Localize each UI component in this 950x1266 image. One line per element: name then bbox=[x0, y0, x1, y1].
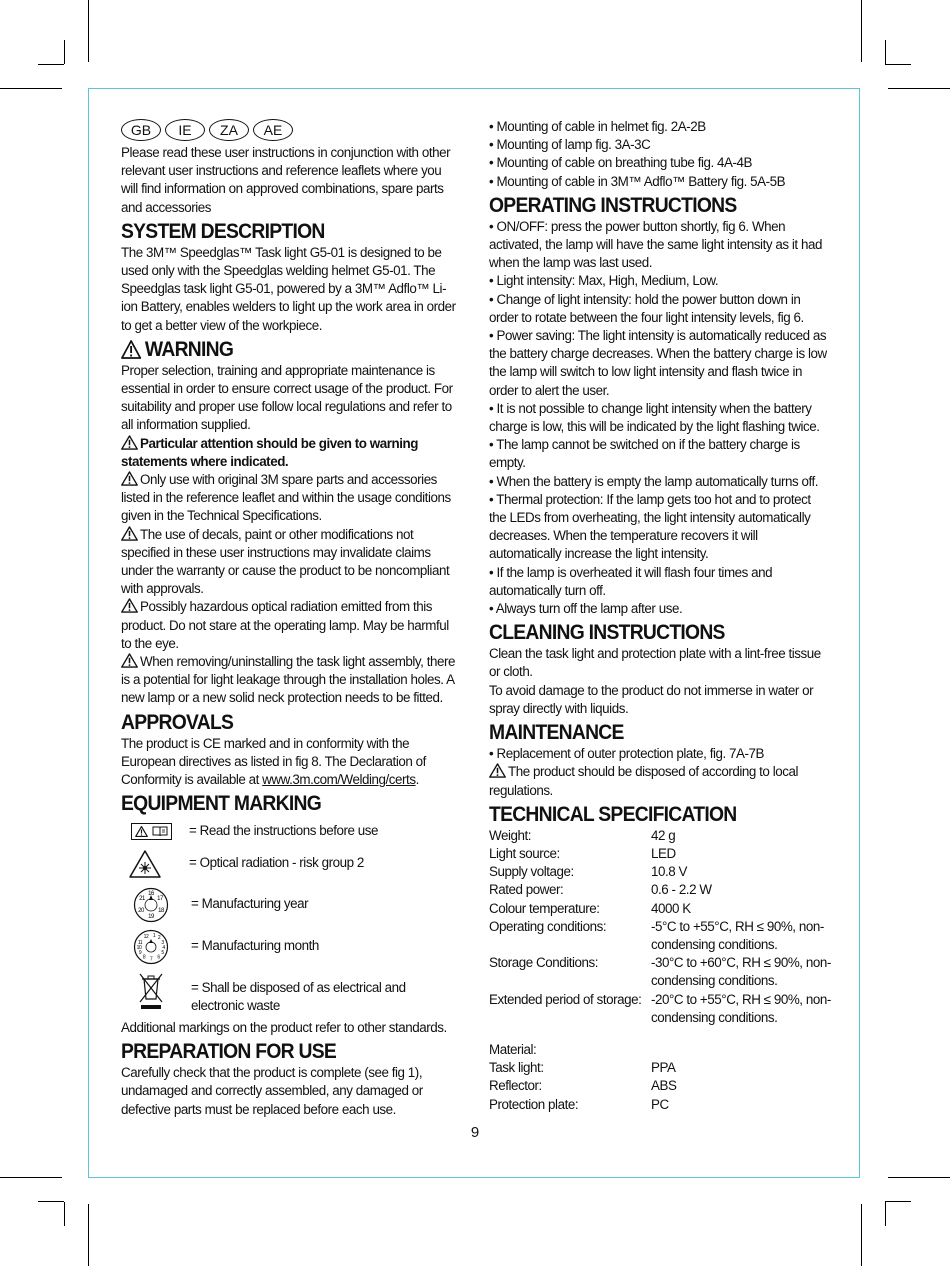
spec-value: LED bbox=[651, 845, 676, 861]
crop-mark bbox=[888, 88, 950, 89]
crop-mark bbox=[861, 0, 862, 62]
spec-key: Colour temperature: bbox=[489, 900, 600, 916]
country-badges bbox=[121, 118, 457, 142]
operating-item: • When the battery is empty the lamp automatically turns off. bbox=[489, 473, 819, 489]
month-dial-number: 3 bbox=[161, 939, 164, 946]
crop-mark bbox=[0, 88, 62, 89]
warning-triangle-icon bbox=[121, 598, 138, 613]
year-dial-number: 16 bbox=[148, 890, 154, 897]
mounting-item: • Mounting of cable in helmet fig. 2A-2B bbox=[489, 119, 706, 134]
operating-item: • It is not possible to change light intensity when the battery charge is low, this will be indicated by the light flashing twice. bbox=[489, 400, 820, 435]
spec-value: 10.8 V bbox=[651, 864, 688, 880]
operating-item: • The lamp cannot be switched on if the battery charge is empty. bbox=[489, 437, 800, 471]
operating-item: • Change of light intensity: hold the power button down in order to rotate between the four light intensity levels, fig 6. bbox=[489, 291, 804, 325]
left-column bbox=[121, 118, 457, 1119]
maintenance-item: • Replacement of outer protection plate, fig. 7A-7B bbox=[489, 746, 765, 762]
material-value: PC bbox=[651, 1096, 669, 1112]
approvals-text-after: . bbox=[415, 772, 419, 788]
warning-triangle-icon bbox=[121, 340, 141, 359]
year-dial-number: 17 bbox=[157, 895, 163, 902]
warning-item bbox=[121, 598, 457, 653]
warning-item-text: Only use with original 3M spare parts and accessories listed in the reference leaflet and within the usage conditions given in the Technical Specifications. bbox=[121, 472, 451, 524]
year-dial-number: 19 bbox=[148, 913, 154, 920]
spec-value: 0.6 - 2.2 W bbox=[651, 882, 712, 898]
mounting-item: • Mounting of cable on breathing tube fig. 4A-4B bbox=[489, 155, 752, 171]
mounting-item: • Mounting of cable in 3M™ Adflo™ Battery fig. 5A-5B bbox=[489, 173, 786, 189]
marking-footer-text: Additional markings on the product refer to other standards. bbox=[121, 1019, 447, 1035]
spec-value: 42 g bbox=[651, 827, 676, 843]
spec-key: Weight: bbox=[489, 827, 532, 843]
marking-row bbox=[121, 971, 457, 1015]
certs-link[interactable]: www.3m.com/Welding/certs bbox=[262, 772, 416, 788]
country-badge: GB bbox=[121, 119, 161, 141]
warning-item bbox=[121, 526, 457, 599]
crop-mark bbox=[64, 1202, 65, 1226]
month-dial-icon bbox=[121, 929, 181, 965]
month-dial-number: 5 bbox=[161, 949, 164, 956]
year-dial-icon bbox=[121, 887, 181, 923]
section-title-warning bbox=[121, 337, 430, 362]
month-dial-number: 4 bbox=[162, 944, 165, 951]
warning-title: WARNING bbox=[144, 337, 234, 361]
section-title-technical: TECHNICAL SPECIFICATION bbox=[489, 802, 737, 826]
operating-item: • ON/OFF: press the power button shortly, fig 6. When activated, the lamp will have the same light intensity as it had when the lamp was last used. bbox=[489, 218, 822, 271]
warning-item-text: The use of decals, paint or other modifications not specified in these user instructions may invalidate claims under the warranty or cause the product to be noncompliant with approvals. bbox=[121, 526, 450, 597]
warning-item bbox=[121, 471, 457, 526]
warning-triangle-icon bbox=[121, 435, 138, 450]
crop-mark bbox=[64, 40, 65, 64]
operating-item: • Power saving: The light intensity is automatically reduced as the battery charge decreases. When the battery charge is low the lamp will switch to low light intensity and flash twice in order to alert the user. bbox=[489, 328, 827, 398]
maintenance-warning bbox=[489, 763, 831, 799]
laser-radiation-icon bbox=[115, 849, 175, 879]
section-title-preparation: PREPARATION FOR USE bbox=[121, 1040, 337, 1064]
right-column bbox=[489, 118, 831, 1114]
warning-triangle-icon bbox=[121, 653, 138, 668]
material-key: Reflector: bbox=[489, 1078, 542, 1094]
weee-bin-icon bbox=[121, 971, 181, 1011]
operating-item: • If the lamp is overheated it will flash four times and automatically turn off. bbox=[489, 564, 773, 598]
material-value: ABS bbox=[651, 1078, 677, 1094]
warning-item-text: When removing/uninstalling the task light assembly, there is a potential for light leakage through the installation holes. A new lamp or a new solid neck protection needs to be fitted. bbox=[121, 654, 455, 706]
month-dial-number: 10 bbox=[136, 944, 142, 951]
marking-text: = Shall be disposed of as electrical and electronic waste bbox=[191, 979, 406, 1013]
crop-mark bbox=[38, 64, 64, 65]
crop-mark bbox=[861, 1204, 862, 1266]
spec-key: Extended period of storage: bbox=[489, 991, 642, 1007]
cleaning-item: To avoid damage to the product do not immerse in water or spray directly with liquids. bbox=[489, 682, 814, 716]
marking-row bbox=[121, 929, 457, 965]
crop-mark bbox=[38, 1201, 64, 1202]
operating-item: • Light intensity: Max, High, Medium, Low. bbox=[489, 273, 719, 289]
spec-key: Supply voltage: bbox=[489, 864, 574, 880]
material-key: Task light: bbox=[489, 1060, 544, 1076]
material-label: Material: bbox=[489, 1041, 537, 1057]
crop-mark bbox=[885, 1202, 886, 1226]
warning-book-icon bbox=[121, 823, 181, 840]
country-badge: ZA bbox=[209, 119, 249, 141]
month-dial-number: 12 bbox=[143, 933, 149, 940]
maintenance-warning-text: The product should be disposed of according to local regulations. bbox=[489, 764, 798, 798]
warning-attention-text: Particular attention should be given to warning statements where indicated. bbox=[121, 435, 418, 469]
spec-table bbox=[489, 827, 831, 1027]
intro-text: Please read these user instructions in conjunction with other relevant user instructions and reference leaflets where you will find information on approved combinations, spare parts and accessories bbox=[121, 145, 451, 215]
spec-key: Operating conditions: bbox=[489, 918, 607, 934]
year-dial-number: 21 bbox=[139, 895, 145, 902]
year-dial-number: 20 bbox=[138, 907, 144, 914]
marking-row bbox=[121, 822, 457, 840]
approvals-text bbox=[121, 735, 457, 790]
page-number: 9 bbox=[470, 1124, 480, 1141]
crop-mark bbox=[885, 1201, 911, 1202]
warning-item bbox=[121, 653, 457, 708]
operating-item: • Always turn off the lamp after use. bbox=[489, 601, 683, 617]
system-description-text: The 3M™ Speedglas™ Task light G5-01 is designed to be used only with the Speedglas welding helmet G5-01. The Speedglas task light G5-01, powered by a 3M™ Adflo™ Li-ion Battery, enables welders to light up the work area in order to get a better view of the workpiece. bbox=[121, 244, 456, 333]
section-title-cleaning: CLEANING INSTRUCTIONS bbox=[489, 621, 725, 645]
material-table bbox=[489, 1059, 831, 1114]
month-dial-number: 7 bbox=[149, 956, 153, 962]
spec-value: -30°C to +60°C, RH ≤ 90%, non-condensing conditions. bbox=[651, 955, 831, 989]
warning-triangle-icon bbox=[121, 526, 138, 541]
warning-text: Proper selection, training and appropriate maintenance is essential in order to ensure correct usage of the product. For suitability and proper use follow local regulations and refer to all information supplied. bbox=[121, 362, 453, 433]
marking-row bbox=[121, 849, 457, 879]
month-dial-number: 6 bbox=[157, 954, 160, 960]
crop-mark bbox=[0, 1177, 62, 1178]
crop-mark bbox=[885, 40, 886, 64]
preparation-text: Carefully check that the product is complete (see fig 1), undamaged and correctly assembled, any damaged or defective parts must be replaced before each use. bbox=[121, 1065, 423, 1117]
section-title-approvals: APPROVALS bbox=[121, 710, 234, 734]
crop-mark bbox=[888, 1177, 950, 1178]
cleaning-item: Clean the task light and protection plate with a lint-free tissue or cloth. bbox=[489, 646, 821, 680]
country-badge: AE bbox=[253, 119, 293, 141]
month-dial-number: 9 bbox=[138, 949, 142, 956]
marking-row bbox=[121, 887, 457, 923]
crop-mark bbox=[88, 1204, 89, 1266]
warning-item-text: Possibly hazardous optical radiation emitted from this product. Do not stare at the operating lamp. May be harmful to the eye. bbox=[121, 599, 449, 651]
marking-text: = Optical radiation - risk group 2 bbox=[189, 855, 364, 871]
spec-key: Rated power: bbox=[489, 882, 564, 898]
spec-value: 4000 K bbox=[651, 900, 691, 916]
crop-mark bbox=[88, 0, 89, 62]
marking-text: = Read the instructions before use bbox=[189, 823, 379, 839]
crop-mark bbox=[885, 64, 911, 65]
month-dial-number: 1 bbox=[152, 932, 156, 939]
spec-value: -5°C to +55°C, RH ≤ 90%, non-condensing conditions. bbox=[651, 918, 824, 952]
mounting-item: • Mounting of lamp fig. 3A-3C bbox=[489, 137, 651, 153]
section-title-operating: OPERATING INSTRUCTIONS bbox=[489, 193, 737, 217]
warning-attention bbox=[121, 435, 457, 471]
material-value: PPA bbox=[651, 1060, 676, 1076]
warning-triangle-icon bbox=[121, 471, 138, 486]
section-title-equipment-marking: EQUIPMENT MARKING bbox=[121, 792, 322, 816]
marking-text: = Manufacturing year bbox=[191, 896, 309, 912]
spec-key: Light source: bbox=[489, 845, 560, 861]
warning-triangle-icon bbox=[489, 763, 506, 778]
operating-item: • Thermal protection: If the lamp gets too hot and to protect the LEDs from overheating, the light intensity automatically decreases. When the temperature recovers it will automatically increase the light intensity. bbox=[489, 491, 811, 562]
month-dial-number: 2 bbox=[157, 934, 161, 941]
section-title-maintenance: MAINTENANCE bbox=[489, 721, 624, 745]
month-dial-number: 8 bbox=[142, 954, 146, 960]
country-badge: IE bbox=[165, 119, 205, 141]
spec-key: Storage Conditions: bbox=[489, 955, 599, 971]
material-key: Protection plate: bbox=[489, 1096, 579, 1112]
approvals-text-before: The product is CE marked and in conformity with the European directives as listed in fig 8. The Declaration of Conformity is available at bbox=[121, 735, 426, 788]
marking-text: = Manufacturing month bbox=[191, 938, 319, 954]
spec-value: -20°C to +55°C, RH ≤ 90%, non-condensing conditions. bbox=[651, 991, 831, 1025]
year-dial-number: 18 bbox=[158, 907, 164, 914]
month-dial-number: 11 bbox=[137, 939, 143, 946]
section-title-system: SYSTEM DESCRIPTION bbox=[121, 219, 325, 243]
